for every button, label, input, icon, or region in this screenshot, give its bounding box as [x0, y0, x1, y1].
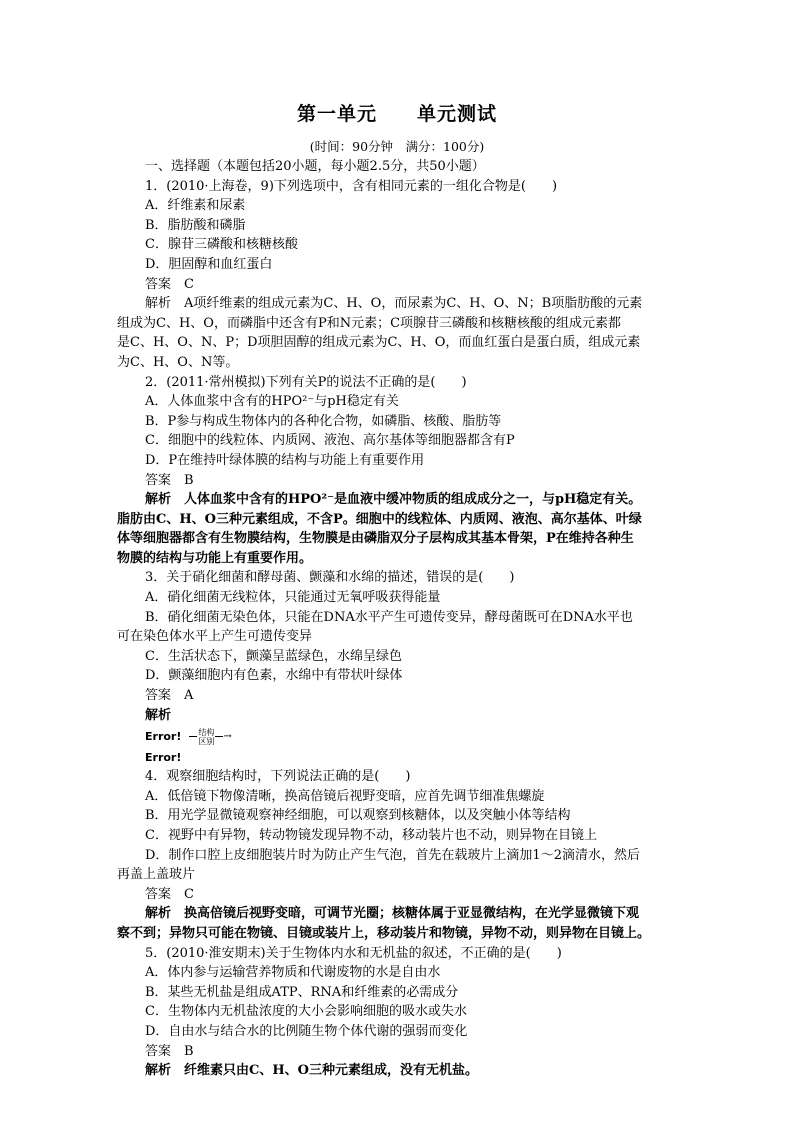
text-line: 1．(2010·上海卷，9)下列选项中，含有相同元素的一组化合物是( ) [145, 178, 558, 194]
text-line: 一、选择题（本题包括20小题，每小题2.5分，共50小题） [145, 159, 485, 174]
text-line: 组成为C、H、O，而磷脂中还含有P和N元素；C项腺苷三磷酸和核糖核酸的组成元素都 [117, 315, 622, 331]
text-line: 解析 A项纤维素的组成元素为C、H、O，而尿素为C、H、O、N；B项脂肪酸的元素 [145, 296, 643, 312]
text-line: 3．关于硝化细菌和酵母菌、颤藻和水绵的描述，错误的是( ) [145, 570, 515, 586]
text-line: A．硝化细菌无线粒体，只能通过无氧呼吸获得能量 [145, 590, 441, 606]
text-line: D．颤藻细胞内有色素，水绵中有带状叶绿体 [145, 668, 403, 684]
text-line: 脂肪由C、H、O三种元素组成，不含P。细胞中的线粒体、内质网、液泡、高尔基体、叶绿 [117, 511, 642, 527]
error-diagram [117, 725, 679, 748]
text-line: 解析 [145, 707, 172, 723]
text-line: C．生物体内无机盐浓度的大小会影响细胞的吸水或失水 [145, 1004, 467, 1020]
text-line: 是C、H、O、N、P；D项胆固醇的组成元素为C、H、O，而血红蛋白是蛋白质，组成元素 [117, 335, 641, 351]
page-title: 第一单元 单元测试 [296, 103, 497, 125]
text-line: D．制作口腔上皮细胞装片时为防止产生气泡，首先在载玻片上滴加1～2滴清水，然后 [145, 847, 640, 863]
text-line: C．细胞中的线粒体、内质网、液泡、高尔基体等细胞器都含有P [145, 433, 515, 449]
document-body [117, 157, 679, 1081]
text-line: 可在染色体水平上产生可遗传变异 [117, 629, 313, 645]
text-line: 再盖上盖玻片 [117, 867, 196, 883]
text-line: 答案 B [145, 472, 194, 488]
page-subtitle: (时间：90分钟 满分：100分) [309, 139, 485, 154]
text-line: 察不到；异物只可能在物镜、目镜或装片上，移动装片和物镜，异物不动，则异物在目镜上。 [117, 925, 651, 941]
text-line: A．纤维素和尿素 [145, 198, 246, 214]
text-line: D．胆固醇和血红蛋白 [145, 256, 273, 272]
text-line: 2．(2011·常州模拟)下列有关P的说法不正确的是( ) [145, 374, 467, 390]
text-line: B．P参与构成生物体内的各种化合物，如磷脂、核酸、脂肪等 [145, 413, 502, 429]
text-line: B．脂肪酸和磷脂 [145, 217, 246, 233]
text-line: 答案 C [145, 886, 194, 902]
text-line: 答案 B [145, 1043, 194, 1059]
arrow-icon: 结构 区别 → [189, 728, 231, 746]
text-line: 解析 人体血浆中含有的HPO²⁻是血液中缓冲物质的组成成分之一，与pH稳定有关。 [145, 492, 642, 508]
error-row-2 [117, 748, 679, 767]
text-line: B．硝化细菌无染色体，只能在DNA水平产生可遗传变异，酵母菌既可在DNA水平也 [145, 609, 633, 625]
text-line: 为C、H、O、N等。 [117, 354, 239, 370]
text-line: 解析 换高倍镜后视野变暗，可调节光圈；核糖体属于亚显微结构，在光学显微镜下观 [145, 906, 640, 922]
text-line: 体等细胞器都含有生物膜结构，生物膜是由磷脂双分子层构成其基本骨架，P在维持各种生 [117, 531, 634, 547]
text-line: 5．(2010·淮安期末)关于生物体内水和无机盐的叙述，不正确的是( ) [145, 945, 562, 961]
text-line: D．自由水与结合水的比例随生物个体代谢的强弱而变化 [145, 1023, 468, 1039]
text-line: A．人体血浆中含有的HPO²⁻与pH稳定有关 [145, 394, 399, 410]
text-line: 物膜的结构与功能上有重要作用。 [117, 550, 313, 566]
text-line: C．视野中有异物，转动物镜发现异物不动，移动装片也不动，则异物在目镜上 [145, 828, 597, 843]
error-label: Error! [145, 729, 182, 743]
questions-1-3 [117, 157, 679, 725]
text-line: B．用光学显微镜观察神经细胞，可以观察到核糖体，以及突触小体等结构 [145, 808, 571, 824]
text-line: 解析 纤维素只由C、H、O三种元素组成，没有无机盐。 [145, 1063, 478, 1079]
text-line: C．腺苷三磷酸和核糖核酸 [145, 237, 298, 253]
error-label-2: Error! [145, 750, 182, 764]
text-line: D．P在维持叶绿体膜的结构与功能上有重要作用 [145, 452, 425, 468]
text-line: 4．观察细胞结构时，下列说法正确的是( ) [145, 769, 411, 785]
text-line: A．低倍镜下物像清晰，换高倍镜后视野变暗，应首先调节细准焦螺旋 [145, 788, 545, 804]
text-line: A．体内参与运输营养物质和代谢废物的水是自由水 [145, 965, 441, 981]
arrow-bottom-label: 区别 [198, 736, 215, 746]
text-line: C．生活状态下，颤藻呈蓝绿色，水绵呈绿色 [145, 648, 402, 664]
text-line: B．某些无机盐是组成ATP、RNA和纤维素的必需成分 [145, 984, 459, 1000]
text-line: 答案 A [145, 688, 194, 704]
arrow-top-label: 结构 [198, 727, 215, 737]
questions-4-5 [117, 767, 679, 1081]
text-line: 答案 C [145, 276, 194, 292]
